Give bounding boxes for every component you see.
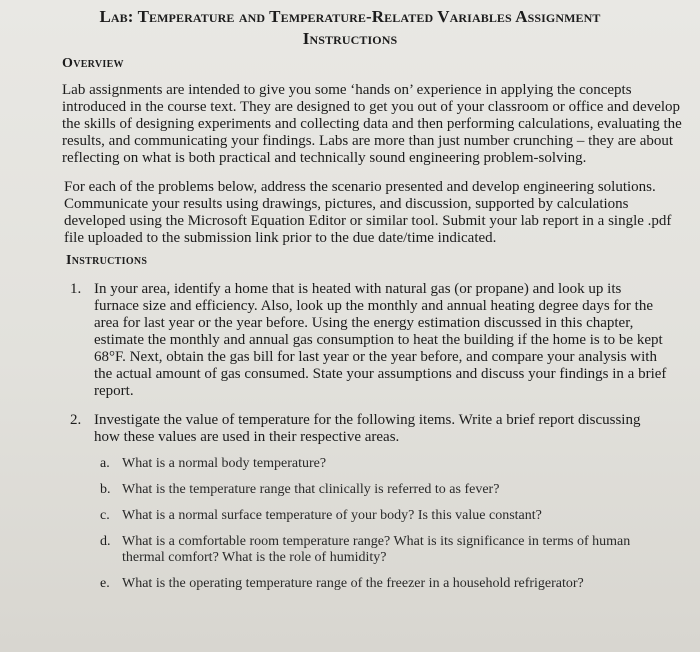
title-line-2: Instructions (302, 29, 398, 48)
instruction-item (0, 281, 700, 400)
subquestion-text: What is the temperature range that clinically is referred to as fever? (122, 482, 500, 497)
subquestion-list (0, 456, 700, 592)
subquestion-item (0, 534, 700, 566)
subquestion-text: What is the operating temperature range of the freezer in a household refrigerator? (122, 576, 584, 591)
subquestion-item (0, 482, 700, 498)
subquestion-label: c. (100, 508, 110, 523)
title-line-1: Lab: Temperature and Temperature-Related Variables Assignment (99, 7, 601, 26)
subquestion-label: e. (100, 576, 110, 591)
subquestion-label: d. (100, 534, 111, 549)
instructions-list (0, 281, 700, 446)
overview-paragraph-1: Lab assignments are intended to give you some ‘hands on’ experience in applying the concepts introduced in the course text. They are designed to get you out of your classroom or office and develop the skills of designing experiments and collecting data and then performing calculations, evaluating the results, and communicating your findings. Labs are more than just number crunching – they are about reflecting on what is both practical and technically sound engineering problem-solving. (62, 82, 682, 166)
instructions-heading: Instructions (66, 253, 148, 268)
item-number: 1. (70, 281, 82, 297)
instruction-item (0, 412, 700, 446)
item-number: 2. (70, 412, 82, 428)
subquestion-item (0, 508, 700, 524)
item-text: Investigate the value of temperature for the following items. Write a brief report discussing how these values are used in their respective areas. (94, 412, 641, 445)
subquestion-text: What is a normal surface temperature of your body? Is this value constant? (122, 508, 542, 523)
subquestion-label: a. (100, 456, 110, 471)
subquestion-text: What is a normal body temperature? (122, 456, 327, 471)
subquestion-item (0, 576, 700, 592)
subquestion-text: What is a comfortable room temperature range? What is its significance in terms of human thermal comfort? What is the role of humidity? (122, 534, 631, 565)
overview-paragraph-2: For each of the problems below, address the scenario presented and develop engineering solutions. Communicate your results using drawings, pictures, and discussion, supported by calculations developed using the Microsoft Equation Editor or similar tool. Submit your lab report in a single .pdf file uploaded to the submission link prior to the due date/time indicated. (64, 179, 672, 246)
subquestion-label: b. (100, 482, 111, 497)
subquestion-item (0, 456, 700, 472)
document-title (0, 0, 700, 50)
item-text: In your area, identify a home that is heated with natural gas (or propane) and look up its furnace size and efficiency. Also, look up the monthly and annual heating degree days for the area for last year or the year before. Using the energy estimation discussed in this chapter, estimate the monthly and annual gas consumption to heat the building if the home is to be kept 68°F. Next, obtain the gas bill for last year or the year before, and compare your analysis with the actual amount of gas consumed. State your assumptions and discuss your findings in a brief report. (94, 281, 667, 399)
overview-heading: Overview (62, 56, 124, 71)
